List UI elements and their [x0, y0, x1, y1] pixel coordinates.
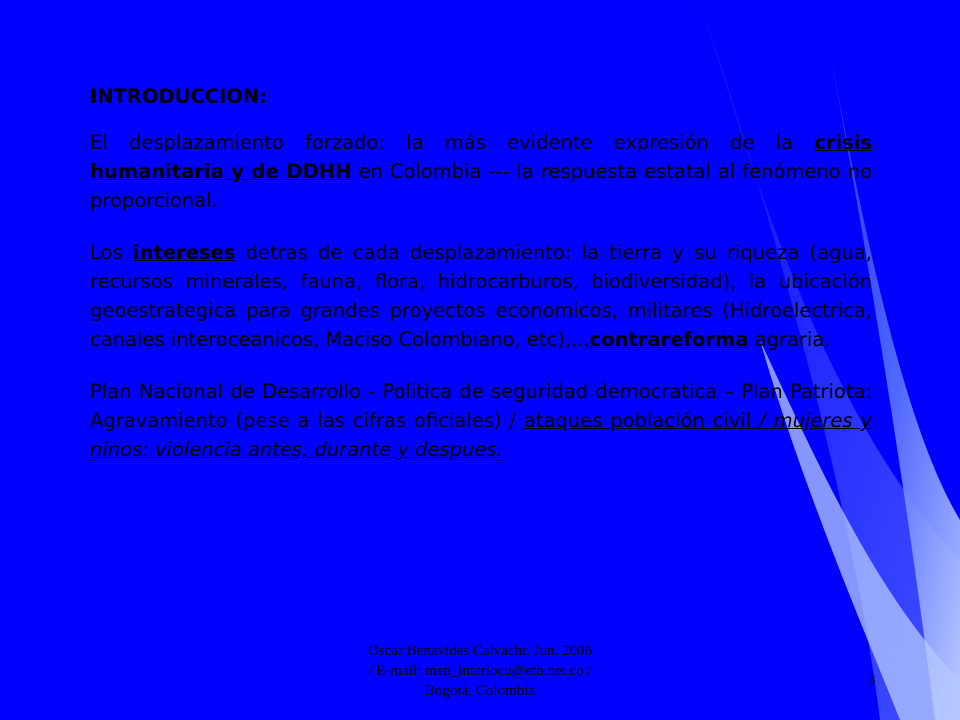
footer-location: Bogotá, Colombia	[425, 683, 535, 699]
paragraph-interests	[90, 238, 872, 354]
paragraph-displacement	[90, 128, 872, 215]
page-number: 3	[868, 672, 876, 688]
crisis-link[interactable]: crisis humanitaria y de DDHH	[90, 131, 872, 183]
slide-heading: INTRODUCCION:	[90, 85, 268, 108]
violence-text: / mujeres y ninos: violencia antes, durante y despues.	[90, 409, 872, 461]
footer-email: / E-mail: men_interlocu@etb.net.co /	[368, 663, 592, 679]
paragraph2-text-2: detras de cada desplazamiento: la tierra y su riqueza (agua, recursos minerales, fauna, flora, hidrocarburos, biodiversidad), la ubicación geoestrategica para grandes proyectos economicos, militares (Hidroelectrica, canales interoceanicos, Maciso Colombiano, etc),...	[90, 241, 873, 351]
paragraph1-text-2: en Colombia --- la respuesta estatal al fenómeno no proporcional.	[90, 160, 872, 212]
paragraph2-text-1: Los	[90, 241, 133, 264]
slide-content	[90, 82, 872, 487]
intereses-link[interactable]: intereses	[132, 241, 236, 264]
paragraph1-text-1: El desplazamiento forzado: la más evidente expresión de la	[90, 131, 815, 154]
paragraph3-text-1: Plan Nacional de Desarrollo - Politica de seguridad democratica – Plan Patriota: Agravamiento (pese a las cifras oficiales) /	[90, 380, 872, 432]
footer-author: Oscar Benavides Calvachi, Jun. 2006	[367, 643, 593, 659]
contrareforma-link[interactable]: contrareforma	[589, 328, 749, 351]
paragraph2-text-3: agraria.	[748, 328, 831, 351]
slide-footer	[292, 641, 668, 701]
paragraph-plan	[90, 377, 872, 464]
ataques-link[interactable]: ataques población civil	[523, 409, 752, 432]
